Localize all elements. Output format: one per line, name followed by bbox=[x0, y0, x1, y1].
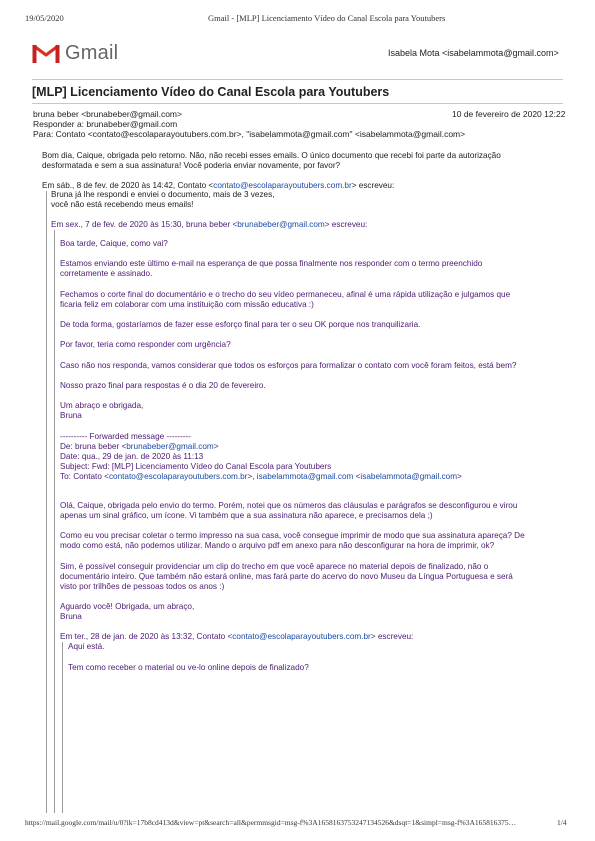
q2-para-8-line-2: Bruna bbox=[60, 411, 82, 420]
intro-line-1: Bom dia, Caique, obrigada pelo retorno. Não, não recebi esses emails. O único documento que recebi foi parte da autorização bbox=[42, 151, 501, 160]
quote-bar-level-3 bbox=[62, 642, 63, 813]
print-date: 19/05/2020 bbox=[25, 13, 64, 23]
fwd-para-3-line-1: Sim, é possível conseguir providenciar um clip do trecho em que você aparece no material depois de finalizado, não o bbox=[60, 562, 489, 571]
quote-header-2-post: > escreveu: bbox=[324, 220, 368, 229]
subject-divider bbox=[32, 103, 563, 104]
forwarded-from-pre: De: bruna beber < bbox=[60, 442, 127, 451]
forwarded-from bbox=[60, 442, 219, 453]
forwarded-title: ---------- Forwarded message --------- bbox=[60, 432, 191, 441]
quote-3-line-3: Tem como receber o material ou ve-lo online depois de finalizado? bbox=[68, 663, 309, 672]
forwarded-subject: Subject: Fwd: [MLP] Licenciamento Vídeo do Canal Escola para Youtubers bbox=[60, 462, 332, 471]
fwd-para-4-line-2: Bruna bbox=[60, 612, 82, 621]
forwarded-to bbox=[60, 472, 462, 483]
quote-3-line-1: Aqui está. bbox=[68, 642, 105, 651]
fwd-para-1-line-1: Olá, Caique, obrigada pelo envio do termo. Porém, notei que os números das cláusulas e parágrafos se desconfigurou e virou bbox=[60, 501, 518, 510]
forwarded-from-email-link[interactable]: brunabeber@gmail.com bbox=[126, 442, 214, 451]
q2-para-2-line-1: Estamos enviando este último e-mail na esperança de que possa finalmente nos responder com o termo preenchido bbox=[60, 259, 483, 268]
forwarded-from-post: > bbox=[213, 442, 219, 451]
forwarded-date: Date: qua., 29 de jan. de 2020 às 11:13 bbox=[60, 452, 204, 461]
quote-header-1-email-link[interactable]: contato@escolaparayoutubers.com.br bbox=[213, 181, 352, 190]
q2-para-7-line-1: Nosso prazo final para respostas é o dia 20 de fevereiro. bbox=[60, 381, 266, 390]
print-title: Gmail - [MLP] Licenciamento Vídeo do Canal Escola para Youtubers bbox=[208, 13, 446, 23]
print-page-number: 1/4 bbox=[557, 818, 567, 827]
quote-header-2 bbox=[51, 220, 367, 231]
header-divider bbox=[32, 79, 563, 80]
quote-header-3 bbox=[60, 632, 413, 643]
forwarded-to-email-link-2[interactable]: isabelammota@gmail.com bbox=[256, 472, 354, 481]
reply-to-line: Responder a: brunabeber@gmail.com bbox=[33, 119, 178, 129]
q2-para-6-line-1: Caso não nos responda, vamos considerar que todos os esforços para formalizar o contato com você foram feitos, está bem? bbox=[60, 361, 517, 370]
quote-header-1-pre: Em sáb., 8 de fev. de 2020 às 14:42, Contato < bbox=[42, 181, 214, 190]
quote-bar-level-2 bbox=[54, 230, 55, 813]
quote-header-3-post: > escreveu: bbox=[370, 632, 414, 641]
gmail-envelope-icon bbox=[32, 43, 60, 64]
quote-bar-level-1 bbox=[46, 191, 47, 813]
gmail-wordmark: Gmail bbox=[65, 41, 119, 64]
account-label: Isabela Mota <isabelammota@gmail.com> bbox=[388, 48, 559, 58]
fwd-para-1-line-2: apenas um sinal gráfico, um ícone. Vi também que a sua assinatura não aparece, e precisamos dela ;) bbox=[60, 511, 433, 520]
q2-para-2-line-2: corretamente e assinado. bbox=[60, 269, 153, 278]
message-date: 10 de fevereiro de 2020 12:22 bbox=[452, 109, 566, 119]
quote-1-line-1: Bruna já lhe respondi e enviei o documento, mais de 3 vezes, bbox=[51, 190, 275, 199]
quote-header-2-pre: Em sex., 7 de fev. de 2020 às 15:30, bruna beber < bbox=[51, 220, 238, 229]
fwd-para-2-line-2: modo como está, não podemos utilizar. Mando o arquivo pdf em anexo para não desconfigurar na hora de imprimir, ok? bbox=[60, 541, 495, 550]
gmail-logo[interactable] bbox=[32, 40, 118, 66]
forwarded-to-email-link-1[interactable]: contato@escolaparayoutubers.com.br bbox=[108, 472, 248, 481]
print-url: https://mail.google.com/mail/u/0?ik=17b8cd413d&view=pt&search=all&permmsgid=msg-f%3A1658163753247134526&dsqt=1&simpl=msg-f%3A165816375… bbox=[25, 818, 517, 827]
fwd-para-4-line-1: Aguardo você! Obrigada, um abraço, bbox=[60, 602, 195, 611]
fwd-para-2-line-1: Como eu vou precisar coletar o termo impresso na sua casa, você consegue imprimir de modo que sua assinatura apareça? De bbox=[60, 531, 525, 540]
to-line: Para: Contato <contato@escolaparayoutubers.com.br>, "isabelammota@gmail.com" <isabelammota@gmail.com> bbox=[33, 129, 466, 139]
forwarded-to-email-link-3[interactable]: isabelammota@gmail.com bbox=[360, 472, 458, 481]
quote-header-3-email-link[interactable]: contato@escolaparayoutubers.com.br bbox=[232, 632, 371, 641]
fwd-para-3-line-3: visto por trilhões de pessoas todos os anos :) bbox=[60, 582, 225, 591]
forwarded-to-sep: < bbox=[353, 472, 361, 481]
q2-para-5-line-1: Por favor, teria como responder com urgência? bbox=[60, 340, 231, 349]
quote-header-3-pre: Em ter., 28 de jan. de 2020 às 13:32, Contato < bbox=[60, 632, 233, 641]
quote-1-line-2: você não está recebendo meus emails! bbox=[51, 200, 194, 209]
intro-line-2: desformatada e sem a sua assinatura! Você poderia enviar novamente, por favor? bbox=[42, 161, 341, 170]
q2-para-3-line-2: ficaria feliz em colaborar com uma instituição com missão educativa :) bbox=[60, 300, 314, 309]
q2-para-3-line-1: Fechamos o corte final do documentário e o trecho do seu vídeo permaneceu, afinal é uma rápida utilização e julgamos que bbox=[60, 290, 511, 299]
fwd-para-3-line-2: documentário inteiro. Que também não estará online, mas fará parte do acervo do novo Museu da Língua Portuguesa e será bbox=[60, 572, 513, 581]
quote-header-1-post: > escreveu: bbox=[351, 181, 395, 190]
forwarded-to-post: > bbox=[457, 472, 462, 481]
q2-para-1-line-1: Boa tarde, Caique, como vai? bbox=[60, 239, 168, 248]
q2-para-8-line-1: Um abraço e obrigada, bbox=[60, 401, 144, 410]
forwarded-to-mid: >, bbox=[247, 472, 257, 481]
from-line: bruna beber <brunabeber@gmail.com> bbox=[33, 109, 182, 119]
forwarded-to-pre: To: Contato < bbox=[60, 472, 109, 481]
message-subject: [MLP] Licenciamento Vídeo do Canal Escola para Youtubers bbox=[32, 85, 390, 99]
q2-para-4-line-1: De toda forma, gostaríamos de fazer esse esforço final para ter o seu OK porque nos tranquilizaria. bbox=[60, 320, 421, 329]
quote-header-2-email-link[interactable]: brunabeber@gmail.com bbox=[237, 220, 325, 229]
